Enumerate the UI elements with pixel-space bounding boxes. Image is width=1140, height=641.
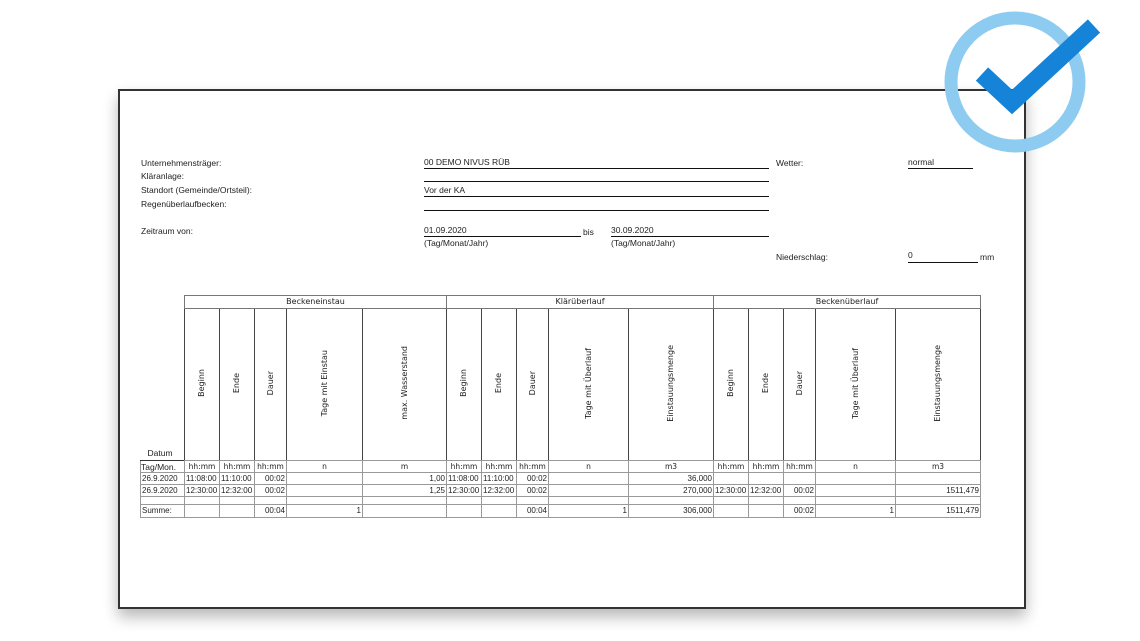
klaeranlage-label: Kläranlage:	[141, 171, 185, 181]
group-header-klaerueberlauf: Klärüberlauf	[447, 296, 714, 309]
column-header: Tage mit Überlauf	[549, 309, 629, 461]
table-cell	[784, 473, 816, 485]
table-cell	[549, 473, 629, 485]
sum-cell	[220, 505, 255, 518]
standort-label: Standort (Gemeinde/Ortsteil):	[141, 185, 253, 195]
table-cell: 11:10:00	[482, 473, 517, 485]
zeitraum-from-value: 01.09.2020	[424, 225, 467, 235]
column-header: Ende	[482, 309, 517, 461]
group-spacer	[141, 296, 185, 309]
unit-cell: hh:mm	[447, 461, 482, 473]
sum-cell: 1	[549, 505, 629, 518]
table-cell: 12:30:00	[714, 485, 749, 497]
unit-row	[141, 461, 981, 473]
sum-cell	[447, 505, 482, 518]
table-cell: 36,000	[629, 473, 714, 485]
group-header-row	[141, 296, 981, 309]
table-cell: 1,25	[363, 485, 447, 497]
sum-cell: 306,000	[629, 505, 714, 518]
column-header: Dauer	[517, 309, 549, 461]
unit-cell: Tag/Mon.	[141, 461, 185, 473]
group-header-beckenueberlauf: Beckenüberlauf	[714, 296, 981, 309]
sum-label: Summe:	[141, 505, 185, 518]
unit-cell: hh:mm	[482, 461, 517, 473]
column-header: Tage mit Überlauf	[816, 309, 896, 461]
column-header: Dauer	[784, 309, 816, 461]
sum-cell: 1	[816, 505, 896, 518]
table-cell	[714, 473, 749, 485]
unit-cell: hh:mm	[749, 461, 784, 473]
datum-header: Datum	[147, 448, 173, 458]
table-cell	[749, 473, 784, 485]
table-cell: 12:30:00	[447, 485, 482, 497]
table-row	[141, 485, 981, 497]
niederschlag-unit: mm	[980, 252, 995, 262]
unit-cell: n	[549, 461, 629, 473]
spacer-row	[141, 497, 981, 505]
column-header: Einstauungsmenge	[629, 309, 714, 461]
table-cell: 12:32:00	[482, 485, 517, 497]
wetter-value: normal	[908, 157, 934, 167]
unit-cell: n	[816, 461, 896, 473]
unit-cell: hh:mm	[714, 461, 749, 473]
table-cell: 00:02	[784, 485, 816, 497]
column-header: Beginn	[447, 309, 482, 461]
zeitraum-label: Zeitraum von:	[141, 226, 193, 236]
table-cell: 12:30:00	[185, 485, 220, 497]
column-header: Ende	[220, 309, 255, 461]
unit-cell: m3	[629, 461, 714, 473]
table-cell: 270,000	[629, 485, 714, 497]
table-cell	[287, 473, 363, 485]
wetter-label: Wetter:	[776, 158, 804, 168]
checkmark-circle-icon	[942, 4, 1100, 162]
unternehmenstraeger-label: Unternehmensträger:	[141, 158, 222, 168]
table-cell: 26.9.2020	[141, 473, 185, 485]
group-header-beckeneinstau: Beckeneinstau	[185, 296, 447, 309]
unternehmenstraeger-value: 00 DEMO NIVUS RÜB	[424, 157, 510, 167]
regenueberlaufbecken-underline	[424, 210, 769, 211]
table-cell	[549, 485, 629, 497]
table-cell: 1,00	[363, 473, 447, 485]
zeitraum-to-value: 30.09.2020	[611, 225, 654, 235]
sum-cell	[749, 505, 784, 518]
sum-cell: 1	[287, 505, 363, 518]
checkmark-ring	[951, 18, 1079, 146]
sum-cell	[363, 505, 447, 518]
date-format-hint-from: (Tag/Monat/Jahr)	[424, 238, 489, 248]
column-header-row	[141, 309, 981, 461]
unit-cell: hh:mm	[255, 461, 287, 473]
niederschlag-underline	[908, 262, 978, 263]
date-format-hint-to: (Tag/Monat/Jahr)	[611, 238, 676, 248]
bis-label: bis	[583, 227, 594, 237]
niederschlag-label: Niederschlag:	[776, 252, 828, 262]
zeitraum-to-underline	[611, 236, 769, 237]
table-cell: 11:10:00	[220, 473, 255, 485]
column-header: Beginn	[714, 309, 749, 461]
unit-cell: hh:mm	[185, 461, 220, 473]
unit-cell: hh:mm	[784, 461, 816, 473]
table-cell: 11:08:00	[185, 473, 220, 485]
table-cell: 1511,479	[896, 485, 981, 497]
column-header: Beginn	[185, 309, 220, 461]
table-cell: 00:02	[255, 473, 287, 485]
report-table	[140, 295, 981, 518]
standort-value: Vor der KA	[424, 185, 466, 195]
regenueberlaufbecken-label: Regenüberlaufbecken:	[141, 199, 227, 209]
table-cell: 00:02	[517, 473, 549, 485]
table-cell: 12:32:00	[220, 485, 255, 497]
table-cell	[816, 485, 896, 497]
unit-cell: hh:mm	[220, 461, 255, 473]
table-row	[141, 473, 981, 485]
unternehmenstraeger-underline	[424, 168, 769, 169]
column-header: Einstauungsmenge	[896, 309, 981, 461]
table-cell: 12:32:00	[749, 485, 784, 497]
unit-cell: hh:mm	[517, 461, 549, 473]
column-header: Dauer	[255, 309, 287, 461]
table-cell	[287, 485, 363, 497]
niederschlag-value: 0	[908, 250, 913, 260]
table-cell	[816, 473, 896, 485]
sum-cell: 1511,479	[896, 505, 981, 518]
table-cell: 00:02	[255, 485, 287, 497]
standort-underline	[424, 196, 769, 197]
column-header: max. Wasserstand	[363, 309, 447, 461]
column-header: Tage mit Einstau	[287, 309, 363, 461]
sum-row	[141, 505, 981, 518]
sum-cell: 00:04	[255, 505, 287, 518]
wetter-underline	[908, 168, 973, 169]
table-cell: 00:02	[517, 485, 549, 497]
table-cell: 11:08:00	[447, 473, 482, 485]
unit-cell: n	[287, 461, 363, 473]
sum-cell	[714, 505, 749, 518]
klaeranlage-underline	[424, 181, 769, 182]
table-cell: 26.9.2020	[141, 485, 185, 497]
zeitraum-from-underline	[424, 236, 581, 237]
sum-cell: 00:02	[784, 505, 816, 518]
unit-cell: m	[363, 461, 447, 473]
column-header: Ende	[749, 309, 784, 461]
unit-cell: m3	[896, 461, 981, 473]
sum-cell	[185, 505, 220, 518]
sum-cell: 00:04	[517, 505, 549, 518]
sum-cell	[482, 505, 517, 518]
table-cell	[896, 473, 981, 485]
